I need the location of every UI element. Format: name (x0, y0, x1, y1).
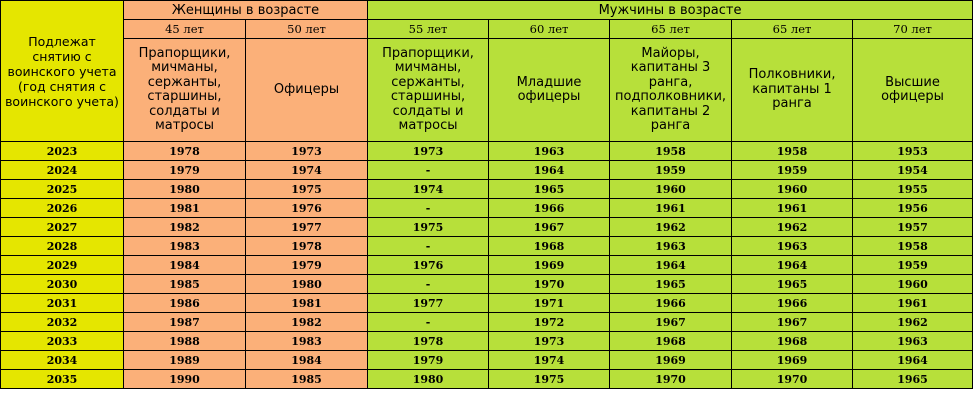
value-cell: 1974 (246, 161, 368, 180)
value-cell: 1976 (246, 199, 368, 218)
value-cell: - (368, 313, 489, 332)
value-cell: 1957 (853, 218, 973, 237)
value-cell: 1968 (732, 332, 853, 351)
year-cell: 2029 (1, 256, 124, 275)
value-cell: 1982 (246, 313, 368, 332)
year-cell: 2023 (1, 142, 124, 161)
table-row (1, 142, 973, 161)
value-cell: 1965 (610, 275, 732, 294)
age-header-4: 65 лет (610, 20, 732, 39)
year-cell: 2026 (1, 199, 124, 218)
men-group-label: Мужчины в возрасте (598, 2, 742, 18)
value-cell: 1961 (853, 294, 973, 313)
value-cell: 1975 (489, 370, 610, 389)
year-cell: 2033 (1, 332, 124, 351)
value-cell: 1986 (124, 294, 246, 313)
age-header-2: 55 лет (368, 20, 489, 39)
value-cell: 1975 (246, 180, 368, 199)
value-cell: 1965 (853, 370, 973, 389)
value-cell: 1976 (368, 256, 489, 275)
value-cell: 1969 (732, 351, 853, 370)
table-row (1, 180, 973, 199)
table-row (1, 294, 973, 313)
value-cell: 1961 (610, 199, 732, 218)
value-cell: 1973 (368, 142, 489, 161)
value-cell: 1960 (853, 275, 973, 294)
value-cell: 1962 (732, 218, 853, 237)
value-cell: 1981 (124, 199, 246, 218)
value-cell: 1979 (246, 256, 368, 275)
value-cell: 1963 (853, 332, 973, 351)
value-cell: 1959 (853, 256, 973, 275)
value-cell: 1971 (489, 294, 610, 313)
value-cell: 1978 (124, 142, 246, 161)
year-cell: 2030 (1, 275, 124, 294)
year-cell: 2024 (1, 161, 124, 180)
value-cell: 1985 (124, 275, 246, 294)
value-cell: 1963 (732, 237, 853, 256)
value-cell: 1987 (124, 313, 246, 332)
year-cell: 2025 (1, 180, 124, 199)
age-header-6: 70 лет (853, 20, 973, 39)
value-cell: 1960 (610, 180, 732, 199)
category-header-1 (246, 39, 368, 142)
value-cell: 1953 (853, 142, 973, 161)
value-cell: 1964 (489, 161, 610, 180)
age-header-5: 65 лет (732, 20, 853, 39)
value-cell: 1958 (732, 142, 853, 161)
value-cell: 1967 (489, 218, 610, 237)
value-cell: 1977 (246, 218, 368, 237)
value-cell: 1980 (368, 370, 489, 389)
category-header-4 (610, 39, 732, 142)
value-cell: 1966 (610, 294, 732, 313)
value-cell: 1984 (124, 256, 246, 275)
value-cell: - (368, 237, 489, 256)
table-row (1, 256, 973, 275)
value-cell: 1989 (124, 351, 246, 370)
age-header-0: 45 лет (124, 20, 246, 39)
category-label-4: Майоры, капитаны 3 ранга, подполковники, капитаны 2 ранга (614, 45, 727, 133)
value-cell: 1968 (489, 237, 610, 256)
value-cell: 1959 (732, 161, 853, 180)
value-cell: 1978 (246, 237, 368, 256)
category-label-0: Прапорщики, мичманы, сержанты, старшины, солдаты и матросы (138, 45, 231, 133)
corner-label: Подлежат снятию с воинского учета (год снятия с воинского учета) (5, 33, 119, 109)
value-cell: - (368, 275, 489, 294)
category-label-1: Офицеры (273, 81, 340, 97)
value-cell: 1984 (246, 351, 368, 370)
men-group-header (368, 1, 973, 20)
value-cell: 1970 (610, 370, 732, 389)
value-cell: 1969 (489, 256, 610, 275)
value-cell: 1970 (489, 275, 610, 294)
value-cell: 1964 (853, 351, 973, 370)
value-cell: - (368, 199, 489, 218)
value-cell: 1980 (246, 275, 368, 294)
value-cell: 1954 (853, 161, 973, 180)
year-cell: 2028 (1, 237, 124, 256)
table-row (1, 275, 973, 294)
value-cell: 1958 (610, 142, 732, 161)
category-header-row (1, 39, 973, 142)
category-header-6 (853, 39, 973, 142)
value-cell: 1968 (610, 332, 732, 351)
value-cell: 1969 (610, 351, 732, 370)
value-cell: 1967 (732, 313, 853, 332)
women-group-label: Женщины в возрасте (171, 2, 320, 18)
value-cell: 1970 (732, 370, 853, 389)
category-header-5 (732, 39, 853, 142)
category-label-5: Полковники, капитаны 1 ранга (748, 67, 836, 112)
year-cell: 2031 (1, 294, 124, 313)
value-cell: 1983 (246, 332, 368, 351)
age-header-1: 50 лет (246, 20, 368, 39)
table-row (1, 351, 973, 370)
corner-header (1, 1, 124, 142)
table-row (1, 370, 973, 389)
value-cell: 1972 (489, 313, 610, 332)
value-cell: 1963 (610, 237, 732, 256)
value-cell: 1958 (853, 237, 973, 256)
value-cell: 1985 (246, 370, 368, 389)
year-cell: 2035 (1, 370, 124, 389)
value-cell: 1973 (246, 142, 368, 161)
value-cell: 1979 (124, 161, 246, 180)
value-cell: 1961 (732, 199, 853, 218)
value-cell: 1956 (853, 199, 973, 218)
value-cell: 1988 (124, 332, 246, 351)
value-cell: 1964 (610, 256, 732, 275)
value-cell: 1963 (489, 142, 610, 161)
value-cell: 1965 (732, 275, 853, 294)
value-cell: 1982 (124, 218, 246, 237)
category-label-6: Высшие офицеры (881, 74, 944, 104)
value-cell: 1967 (610, 313, 732, 332)
women-group-header (124, 1, 368, 20)
value-cell: 1977 (368, 294, 489, 313)
value-cell: - (368, 161, 489, 180)
value-cell: 1965 (489, 180, 610, 199)
table-row (1, 218, 973, 237)
value-cell: 1983 (124, 237, 246, 256)
value-cell: 1979 (368, 351, 489, 370)
value-cell: 1974 (489, 351, 610, 370)
value-cell: 1962 (853, 313, 973, 332)
category-header-2 (368, 39, 489, 142)
value-cell: 1966 (489, 199, 610, 218)
year-cell: 2034 (1, 351, 124, 370)
value-cell: 1975 (368, 218, 489, 237)
category-header-0 (124, 39, 246, 142)
table-row (1, 161, 973, 180)
value-cell: 1974 (368, 180, 489, 199)
age-header-row (1, 20, 973, 39)
value-cell: 1966 (732, 294, 853, 313)
value-cell: 1978 (368, 332, 489, 351)
value-cell: 1960 (732, 180, 853, 199)
age-header-3: 60 лет (489, 20, 610, 39)
table-row (1, 199, 973, 218)
value-cell: 1973 (489, 332, 610, 351)
value-cell: 1980 (124, 180, 246, 199)
table-row (1, 237, 973, 256)
year-cell: 2032 (1, 313, 124, 332)
year-cell: 2027 (1, 218, 124, 237)
value-cell: 1981 (246, 294, 368, 313)
table-row (1, 332, 973, 351)
value-cell: 1962 (610, 218, 732, 237)
value-cell: 1964 (732, 256, 853, 275)
value-cell: 1955 (853, 180, 973, 199)
table-row (1, 313, 973, 332)
value-cell: 1959 (610, 161, 732, 180)
value-cell: 1990 (124, 370, 246, 389)
category-header-3 (489, 39, 610, 142)
category-label-3: Младшие офицеры (516, 74, 582, 104)
category-label-2: Прапорщики, мичманы, сержанты, старшины, солдаты и матросы (382, 45, 474, 133)
